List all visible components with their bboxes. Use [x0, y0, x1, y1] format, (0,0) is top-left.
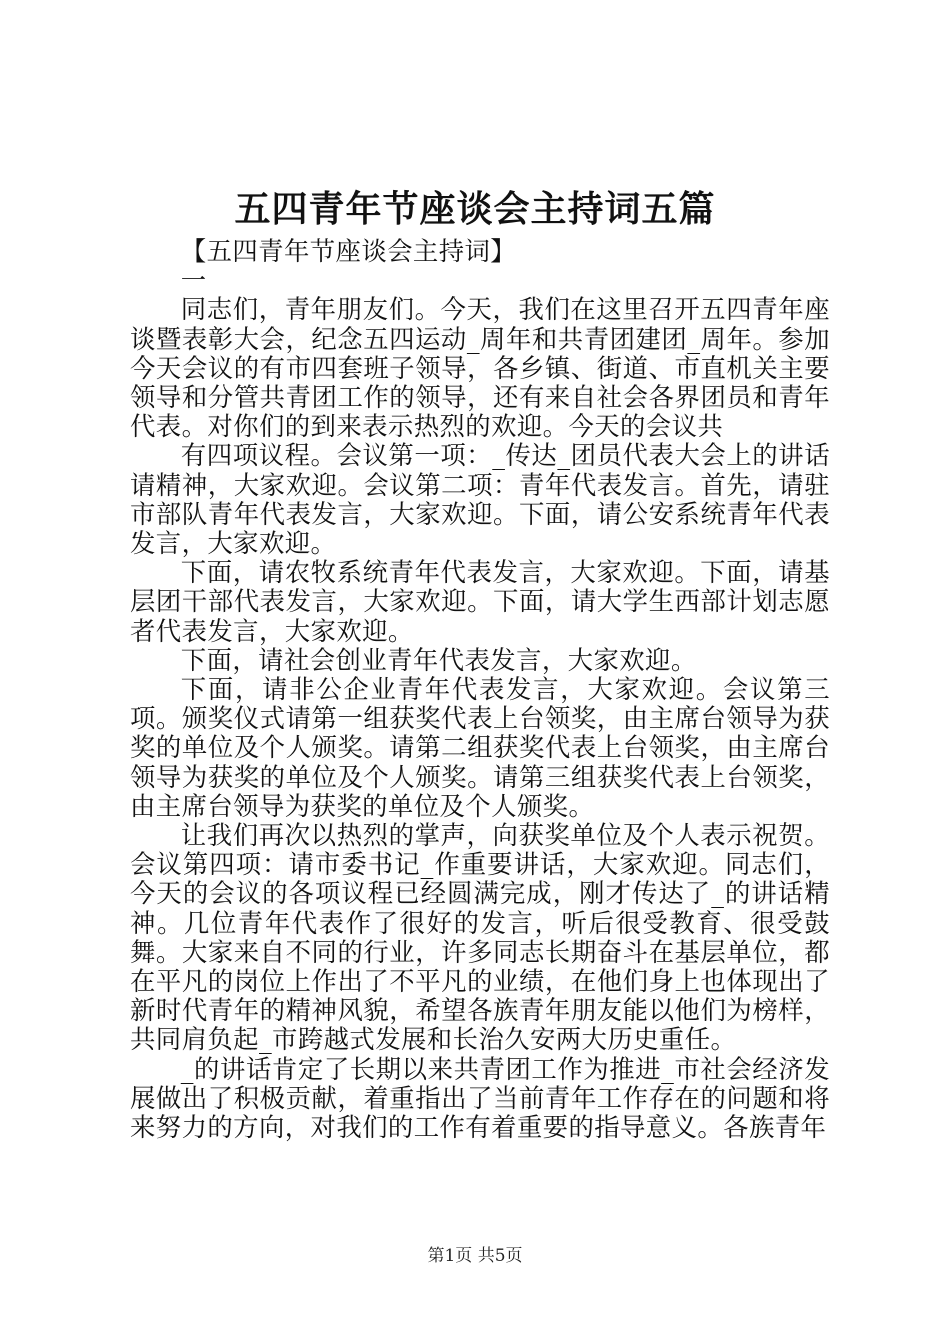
- paragraph: 有四项议程。会议第一项：_传达_团员代表大会上的讲话请精神，大家欢迎。会议第二项：青年代表发言。首先，请驻市部队青年代表发言，大家欢迎。下面，请公安系统青年代表发言，大家欢迎。: [130, 440, 830, 559]
- paragraph: 下面，请非公企业青年代表发言，大家欢迎。会议第三项。颁奖仪式请第一组获奖代表上台领奖，由主席台领导为获奖的单位及个人颁奖。请第二组获奖代表上台领奖，由主席台领导为获奖的单位及个人颁奖。请第三组获奖代表上台领奖，由主席台领导为获奖的单位及个人颁奖。: [130, 674, 830, 821]
- document-title: 五四青年节座谈会主持词五篇: [234, 188, 716, 230]
- paragraph: _的讲话肯定了长期以来共青团工作为推进_市社会经济发展做出了积极贡献，着重指出了当前青年工作存在的问题和将来努力的方向，对我们的工作有着重要的指导意义。各族青年: [130, 1053, 830, 1143]
- paragraph: 下面，请社会创业青年代表发言，大家欢迎。: [180, 644, 697, 675]
- page-footer: 第1页 共5页: [427, 1246, 523, 1266]
- paragraph: 让我们再次以热烈的掌声，向获奖单位及个人表示祝贺。会议第四项：请市委书记_作重要讲话，大家欢迎。同志们，今天的会议的各项议程已经圆满完成，刚才传达了_的讲话精神。几位青年代表作了很好的发言，听后很受教育、很受鼓舞。大家来自不同的行业，许多同志长期奋斗在基层单位，都在平凡的岗位上作出了不平凡的业绩，在他们身上也体现出了新时代青年的精神风貌，希望各族青年朋友能以他们为榜样，共同肩负起_市跨越式发展和长治久安两大历史重任。: [130, 820, 830, 1055]
- section-heading: 【五四青年节座谈会主持词】: [180, 236, 517, 266]
- paragraph: 下面，请农牧系统青年代表发言，大家欢迎。下面，请基层团干部代表发言，大家欢迎。下面，请大学生西部计划志愿者代表发言，大家欢迎。: [130, 557, 830, 646]
- document-body: [130, 237, 830, 1142]
- paragraph: 同志们，青年朋友们。今天，我们在这里召开五四青年座谈暨表彰大会，纪念五四运动_周年和共青团建团_周年。参加今天会议的有市四套班子领导，各乡镇、街道、市直机关主要领导和分管共青团工作的领导，还有来自社会各界团员和青年代表。对你们的到来表示热烈的欢迎。今天的会议共: [130, 294, 830, 442]
- section-number: 一: [180, 265, 207, 296]
